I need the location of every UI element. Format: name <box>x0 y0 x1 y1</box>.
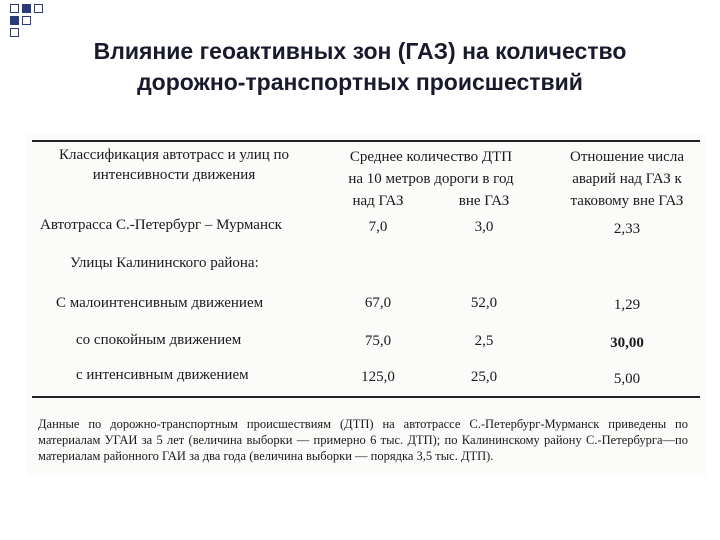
table-row-label: с интенсивным движением <box>76 367 249 383</box>
table-top-rule <box>32 140 700 142</box>
col1-header-line1: Классификация автотрасс и улиц по <box>58 147 290 163</box>
highway-ratio: 2,33 <box>613 221 641 237</box>
table-row-outside-gaz: 25,0 <box>470 369 498 385</box>
decor-square-icon <box>10 16 19 25</box>
highway-outside-gaz: 3,0 <box>474 219 494 235</box>
decor-square-icon <box>22 16 31 25</box>
scanned-table <box>26 134 706 476</box>
col3-header-line1: Отношение числа <box>570 149 684 165</box>
decor-square-icon <box>22 4 31 13</box>
table-bottom-rule <box>32 396 700 398</box>
title-line-1: Влияние геоактивных зон (ГАЗ) на количество <box>93 38 627 64</box>
col2-header-line1: Среднее количество ДТП <box>349 149 513 165</box>
table-row-over-gaz: 75,0 <box>364 333 392 349</box>
table-row-ratio: 5,00 <box>613 371 641 387</box>
title-line-2: дорожно-транспортных происшествий <box>137 69 583 95</box>
col3-header-line2: аварий над ГАЗ к <box>572 171 682 187</box>
col3-header-line3: таковому вне ГАЗ <box>570 193 684 209</box>
table-row-ratio: 30,00 <box>610 335 644 351</box>
corner-decoration <box>0 0 60 40</box>
decor-square-icon <box>10 28 19 37</box>
highway-over-gaz: 7,0 <box>368 219 388 235</box>
table-row-ratio: 1,29 <box>613 297 641 313</box>
streets-heading: Улицы Калининского района: <box>70 255 259 271</box>
page-title <box>20 36 700 98</box>
table-row-label: С малоинтенсивным движением <box>56 295 264 311</box>
col2-header-line2: на 10 метров дороги в год <box>348 171 514 187</box>
decor-square-icon <box>34 4 43 13</box>
table-row-over-gaz: 67,0 <box>364 295 392 311</box>
col2-sub-outside-gaz: вне ГАЗ <box>458 193 510 209</box>
table-row-label: со спокойным движением <box>76 332 242 348</box>
table-row-outside-gaz: 52,0 <box>470 295 498 311</box>
col1-header-line2: интенсивности движения <box>92 167 256 183</box>
highway-label: Автотрасса С.-Петербург – Мурманск <box>40 217 282 233</box>
table-row-over-gaz: 125,0 <box>361 369 395 385</box>
decor-square-icon <box>10 4 19 13</box>
table-row-outside-gaz: 2,5 <box>474 333 494 349</box>
table-footnote: Данные по дорожно-транспортным происшествиям (ДТП) на автотрассе С.-Петербург-Мурманск приведены по материалам УГАИ за 5 лет (величина выборки — примерно 6 тыс. ДТП); по Калининскому району С.-Петербурга—по материалам районного ГАИ за два года (величина выборки — порядка 3,5 тыс. ДТП). <box>38 417 688 463</box>
col2-sub-over-gaz: над ГАЗ <box>352 193 404 209</box>
